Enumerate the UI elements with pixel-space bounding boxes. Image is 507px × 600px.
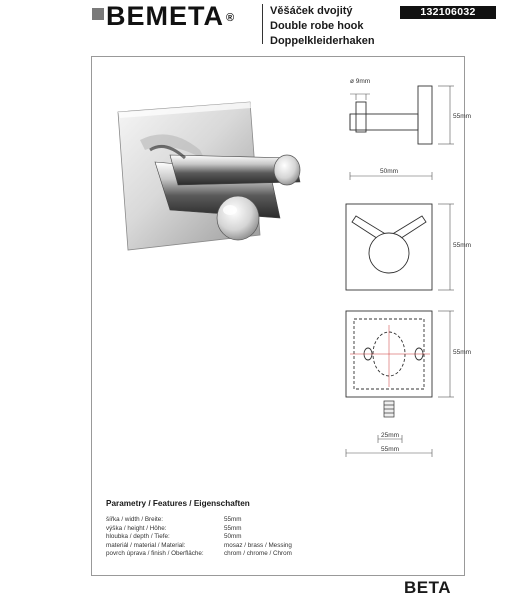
spec-value: 55mm <box>224 524 242 532</box>
title-cz: Věšáček dvojitý <box>270 5 353 17</box>
title-de: Doppelkleiderhaken <box>270 35 375 47</box>
registered-mark: ® <box>226 12 236 24</box>
spec-label: materiál / material / Material: <box>106 541 186 549</box>
back-height-label: 55mm <box>453 349 472 356</box>
spec-row <box>106 533 292 542</box>
side-height-label: 55mm <box>453 113 472 120</box>
spec-value: mosaz / brass / Messing <box>224 541 292 549</box>
side-view-drawing <box>330 74 472 186</box>
spec-row <box>106 516 292 525</box>
spec-label: šířka / width / Breite: <box>106 516 164 523</box>
spec-row <box>106 525 292 534</box>
series-name: BETA <box>404 578 452 597</box>
brand-name: BEMETA <box>106 1 224 31</box>
specs-table <box>106 516 292 559</box>
logo-square-icon <box>92 8 104 20</box>
spec-label: povrch úprava / finish / Oberfläche: <box>106 550 204 557</box>
back-view-drawing <box>340 305 472 465</box>
product-code: 132106032 <box>400 6 496 19</box>
specs-title: Parametry / Features / Eigenschaften <box>106 499 250 508</box>
side-diameter-label: ø 9mm <box>350 78 371 85</box>
front-view-drawing <box>340 198 472 293</box>
spec-value: chrom / chrome / Chrom <box>224 550 292 557</box>
back-hole-spacing-label: 25mm <box>381 432 400 439</box>
spec-label: hloubka / depth / Tiefe: <box>106 533 170 540</box>
product-titles <box>270 4 375 49</box>
product-photo <box>110 100 305 255</box>
spec-value: 55mm <box>224 516 242 523</box>
back-width-label: 55mm <box>381 446 400 453</box>
spec-row <box>106 542 292 551</box>
spec-label: výška / height / Höhe: <box>106 524 167 532</box>
side-depth-label: 50mm <box>380 168 399 175</box>
header-divider <box>262 4 263 44</box>
spec-value: 50mm <box>224 533 242 540</box>
title-en: Double robe hook <box>270 20 364 32</box>
spec-row <box>106 550 292 559</box>
front-height-label: 55mm <box>453 242 472 249</box>
